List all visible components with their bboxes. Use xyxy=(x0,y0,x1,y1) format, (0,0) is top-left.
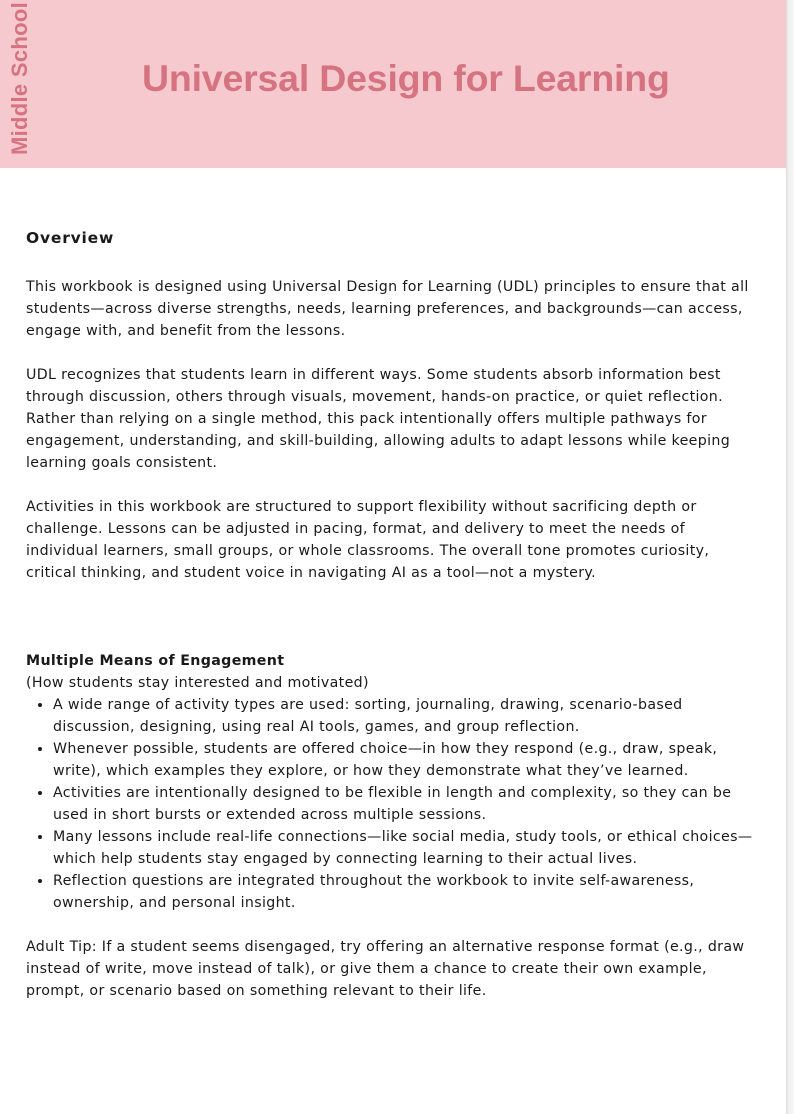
main-content xyxy=(26,226,761,1024)
bullet-item: • Whenever possible, students are offered choice—in how they respond (e.g., draw, speak, write), which examples they explore, or how they demonstrate what they’ve learned. xyxy=(53,738,761,782)
grade-level-label: Middle School xyxy=(7,1,32,155)
bullet-item: • Reflection questions are integrated throughout the workbook to invite self-awareness, ownership, and personal insight. xyxy=(53,870,761,914)
engagement-subheading: (How students stay interested and motivated) xyxy=(26,675,369,691)
bullet-item: • A wide range of activity types are used: sorting, journaling, drawing, scenario-based discussion, designing, using real AI tools, games, and group reflection. xyxy=(53,694,761,738)
overview-heading: Overview xyxy=(26,229,115,247)
adult-tip: Adult Tip: If a student seems disengaged, try offering an alternative response format (e.g., draw instead of write, move instead of talk), or give them a chance to create their own example, prompt, or scenario based on something relevant to their life. xyxy=(26,939,745,999)
engagement-heading: Multiple Means of Engagement xyxy=(26,653,285,669)
bullet-item: • Activities are intentionally designed to be flexible in length and complexity, so they can be used in short bursts or extended across multiple sessions. xyxy=(53,782,761,826)
overview-paragraph: This workbook is designed using Universal Design for Learning (UDL) principles to ensure that all students—across diverse strengths, needs, learning preferences, and backgrounds—can access, engage with, and benefit from the lessons. xyxy=(26,279,749,339)
page-edge-shadow xyxy=(786,0,794,1114)
engagement-bullet-list xyxy=(26,694,761,914)
overview-paragraph: Activities in this workbook are structured to support flexibility without sacrificing depth or challenge. Lessons can be adjusted in pacing, format, and delivery to meet the needs of individual learners, small groups, or whole classrooms. The overall tone promotes curiosity, critical thinking, and student voice in navigating AI as a tool—not a mystery. xyxy=(26,499,710,581)
overview-paragraph: UDL recognizes that students learn in different ways. Some students absorb information best through discussion, others through visuals, movement, hands-on practice, or quiet reflection. Rather than relying on a single method, this pack intentionally offers multiple pathways for engagement, understanding, and skill-building, allowing adults to adapt lessons while keeping learning goals consistent. xyxy=(26,367,731,471)
bullet-item: • Many lessons include real-life connections—like social media, study tools, or ethical choices—which help students stay engaged by connecting learning to their actual lives. xyxy=(53,826,761,870)
header-banner xyxy=(0,0,786,168)
page-title: Universal Design for Learning xyxy=(142,57,670,99)
